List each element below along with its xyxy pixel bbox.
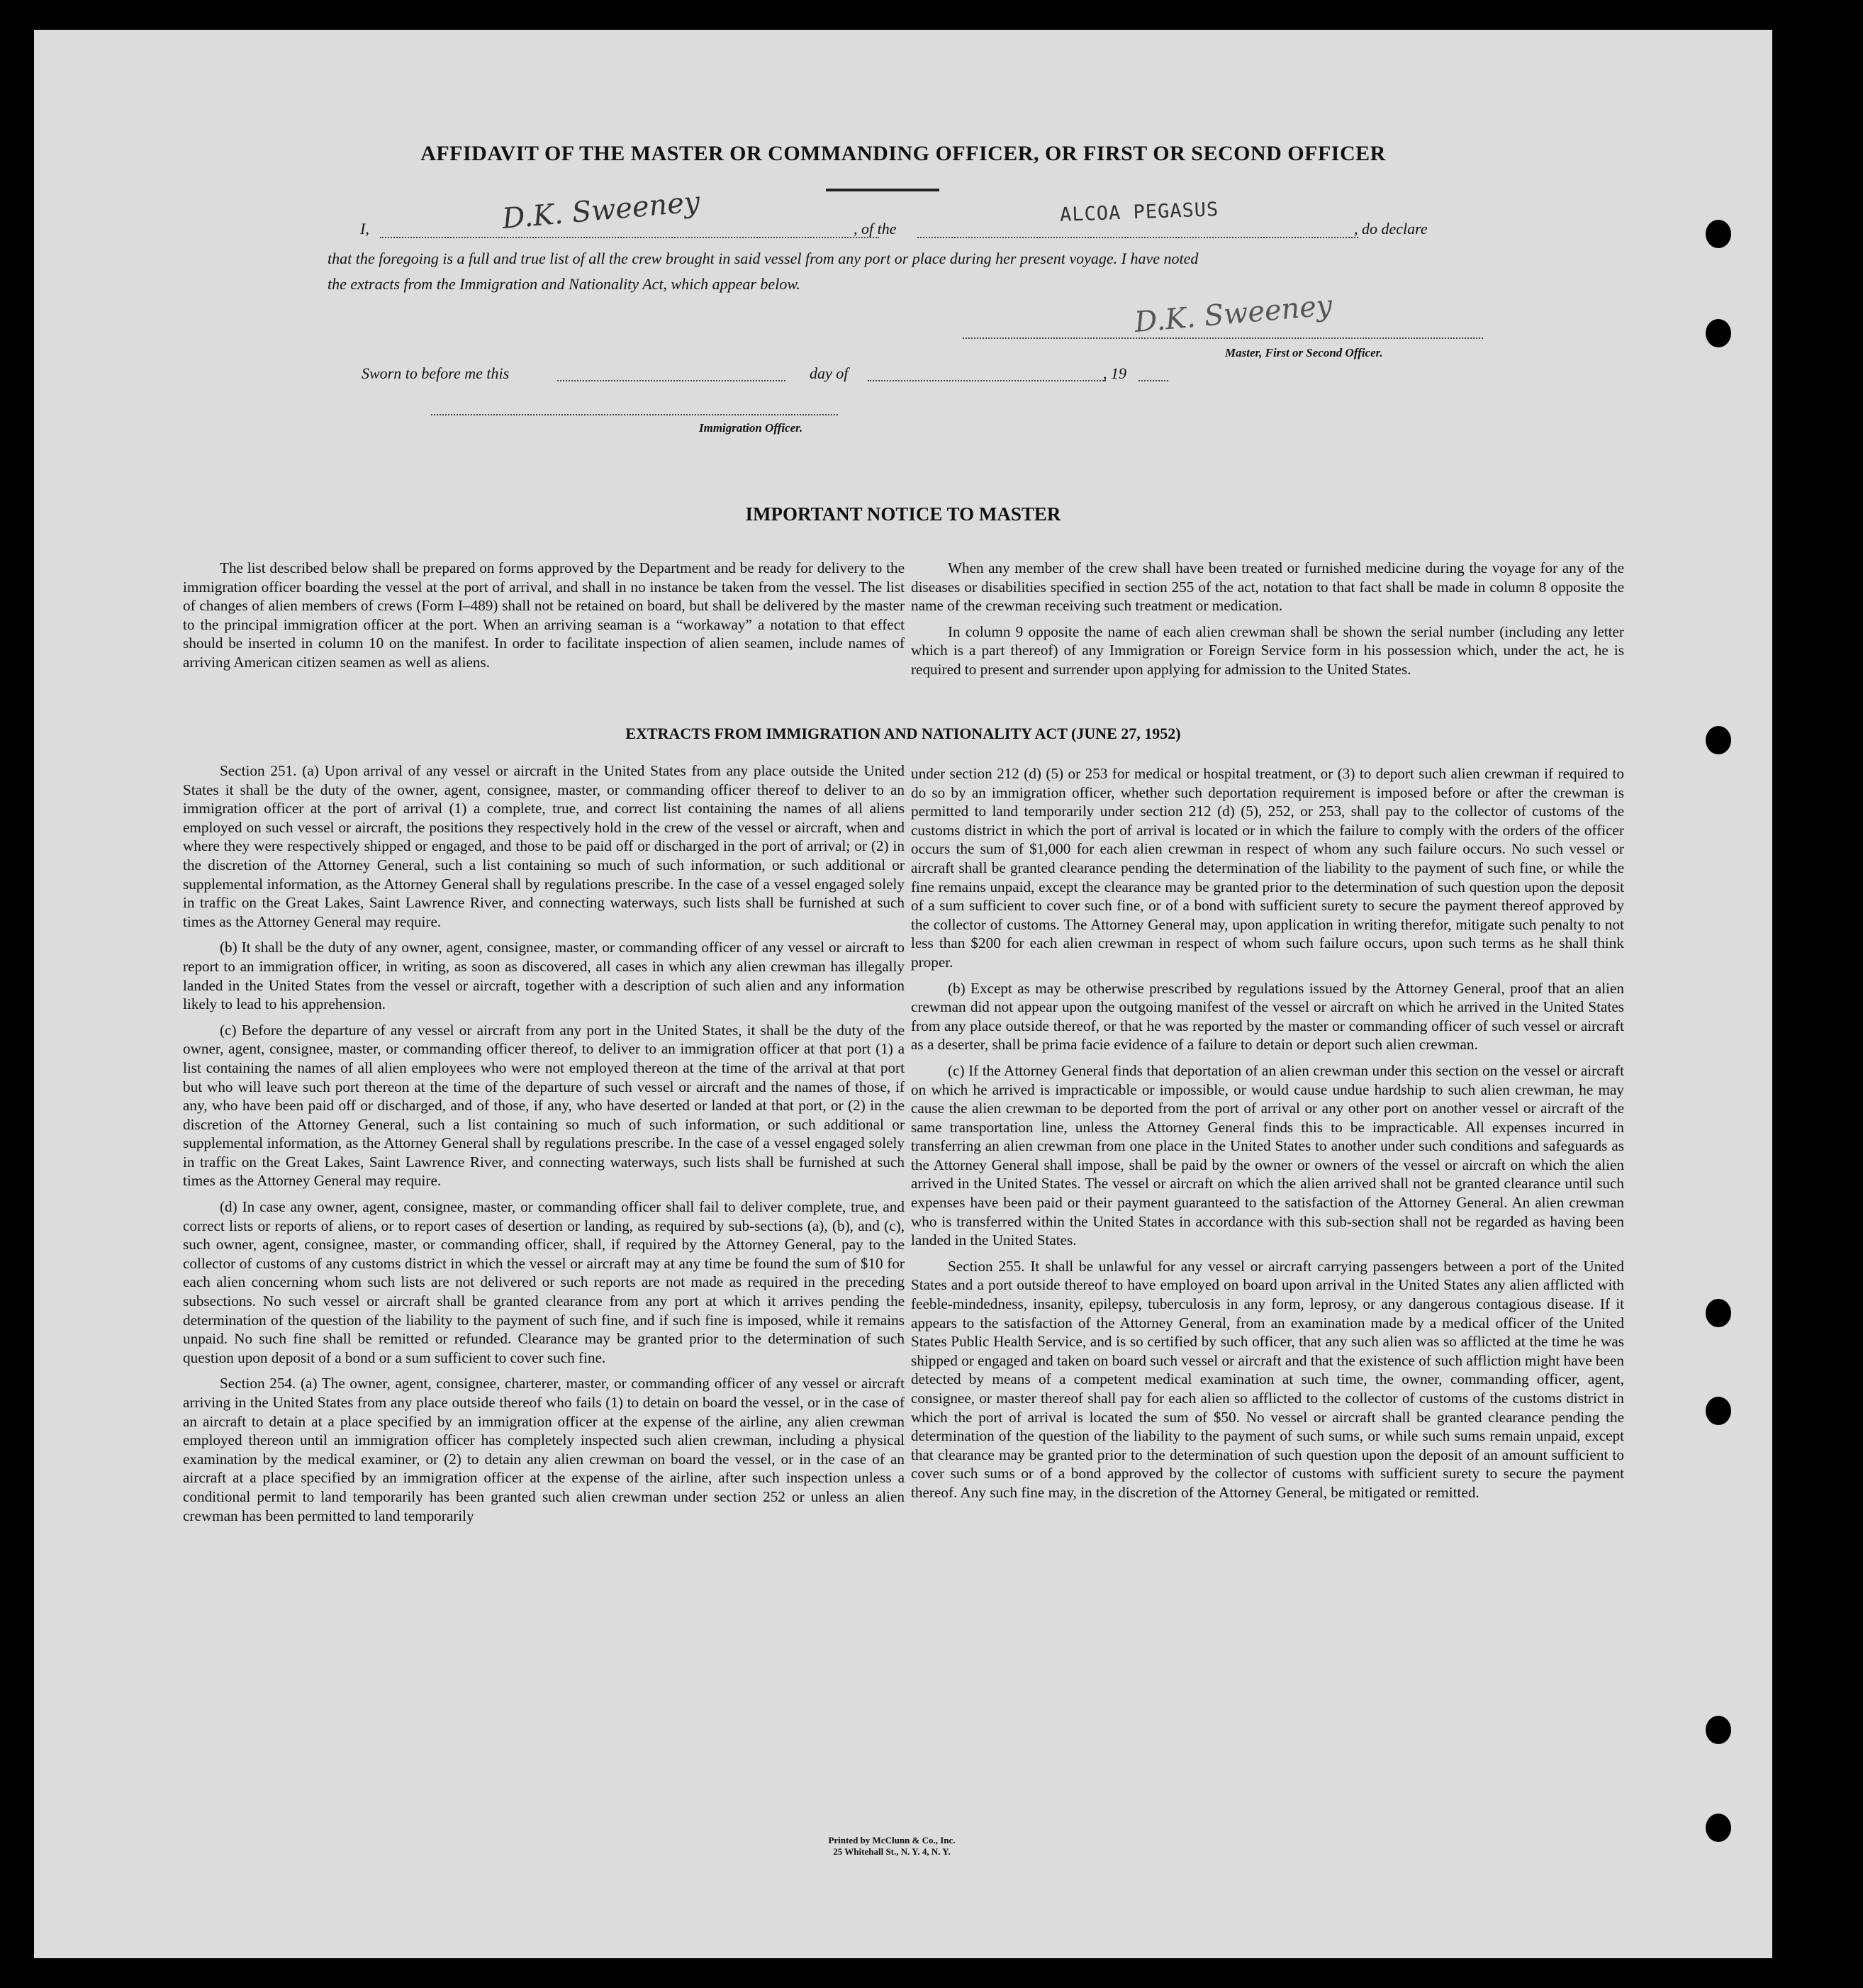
section-255: Section 255. It shall be unlawful for any vessel or aircraft carrying passengers between a port of the United States and a port outside thereof to have employed on board upon arrival in the United States any alien afflicted with feeble-mindedness, insanity, epilepsy, tuberculosis in any form, leprosy, or any dangerous contagious disease. If it appears to the satisfaction of the Attorney General, from an examination made by a medical officer of the United States Public Health Service, and is so certified by such officer, that any such alien was so afflicted at the time he was shipped or engaged and taken on board such vessel or aircraft and that the existence of such affliction might have been detected by means of a competent medical examination at such time, the owner, commanding officer, agent, consignee, or master thereof shall pay for each alien so afflicted to the collector of customs of the customs district in which the port of arrival is located the sum of $50. No vessel or aircraft shall be granted clearance pending the determination of the question of the liability to the payment of such sums, or while such sums remain unpaid, except that clearance may be granted prior to the determination of such question upon the deposit of an amount sufficient to cover such sums or of a bond approved by the collector of customs with sufficient surety to secure the payment thereof. Any such fine may, in the discretion of the Attorney General, be mitigated or remitted. [911, 1257, 1624, 1501]
section-254-c: (c) If the Attorney General finds that deportation of an alien crewman under this section on the vessel or aircraft on which he arrived is impracticable or impossible, or would cause undue hardship to such alien crewman, he may cause the alien crewman to be deported from the port of arrival or any other port on another vessel or aircraft of the same transportation line, unless the Attorney General finds this to be impracticable. All expenses incurred in transferring an alien crewman from one place in the United States to another under such conditions and safeguards as the Attorney General shall impose, shall be paid by the owner or owners of the vessel or aircraft on which the alien arrived in the United States. The vessel or aircraft on which the alien arrived shall not be granted clearance until such expenses have been paid or their payment guaranteed to the satisfaction of the Attorney General. An alien crewman who is transferred within the United States in accordance with this sub-section shall not be regarded as having been landed in the United States. [911, 1061, 1624, 1249]
notice-right-paragraph-2: In column 9 opposite the name of each alien crewman shall be shown the serial number (including any letter which is a part thereof) of any Immigration or Foreign Service form in his possession which, under the act, he is required to present and surrender upon applying for admission to the United States. [911, 622, 1624, 678]
master-signature: D.K. Sweeney [1133, 289, 1334, 340]
section-254-a: Section 254. (a) The owner, agent, consignee, charterer, master, or commanding officer of any vessel or aircraft arriving in the United States from any place outside thereof who fails (1) to detain on board the vessel, or in the case of an aircraft to detain at a place specified by an immigration officer at the expense of the airline, any alien crewman employed thereon until an immigration officer has completely inspected such alien crewman, including a physical examination by the medical examiner, or (2) to detain any alien crewman on board the vessel, or in the case of an aircraft at a place specified by an immigration officer at the expense of the airline, after such inspection unless a conditional permit to land temporarily has been granted such alien crewman under section 252 or unless an alien crewman has been permitted to land temporarily [183, 1375, 905, 1524]
punch-hole [1706, 1716, 1731, 1744]
form-page [34, 30, 1772, 1958]
section-251-b: (b) It shall be the duty of any owner, agent, consignee, master, or commanding officer of any vessel or aircraft to report to an immigration officer, in writing, as soon as discovered, all cases in which any alien crewman has illegally landed in the United States from the vessel or aircraft, together with a description of such alien and any information likely to lead to his apprehension. [183, 939, 905, 1013]
notice-left-paragraph: The list described below shall be prepared on forms approved by the Department and be ready for delivery to the immigration officer boarding the vessel at the port of arrival, and shall in no instance be taken from the vessel. The list of changes of alien members of crews (Form I–489) shall not be retained on board, but shall be delivered by the master to the principal immigration officer at the port. When an arriving seaman is a “workaway” a notation to that effect should be inserted in column 10 on the manifest. In order to facilitate inspection of alien seamen, include names of arriving American citizen seamen as well as aliens. [183, 559, 905, 671]
sworn-day-line [557, 380, 785, 381]
affidavit-title: AFFIDAVIT OF THE MASTER OR COMMANDING OFFICER, OR FIRST OR SECOND OFFICER [420, 142, 1386, 165]
day-of-label: day of [810, 364, 849, 382]
section-251-a: Section 251. (a) Upon arrival of any vessel or aircraft in the United States from any place outside the United States it shall be the duty of the owner, agent, consignee, master, or commanding officer thereof to deliver to an immigration officer at the port of arrival (1) a complete, true, and correct list containing the names of all aliens employed on such vessel or aircraft, the positions they respectively hold in the crew of the vessel or aircraft, when and where they were respectively shipped or engaged, and those to be paid off or discharged in the port of arrival; or (2) in the discretion of the Attorney General, such a list containing so much of such information, or such additional or supplemental information, as the Attorney General shall by regulations prescribe. In the case of a vessel engaged solely in traffic on the Great Lakes, Saint Lawrence River, and connecting waterways, such lists shall be furnished at such times as the Attorney General may require. [183, 762, 905, 930]
extracts-left-column [183, 761, 905, 1532]
title-rule [826, 189, 939, 191]
declaration-text-1: that the foregoing is a full and true list of all the crew brought in said vessel from any port or place during her present voyage. I have noted [328, 250, 1199, 267]
sworn-month-line [868, 380, 1106, 381]
immigration-officer-line [431, 414, 838, 415]
printer-line-2: 25 Whitehall St., N. Y. 4, N. Y. [833, 1846, 951, 1857]
vessel-name: ALCOA PEGASUS [1059, 199, 1219, 226]
notice-heading: IMPORTANT NOTICE TO MASTER [745, 503, 1061, 525]
sworn-year-line [1138, 380, 1168, 381]
master-signature-line [963, 337, 1483, 339]
notice-left-column [183, 559, 905, 679]
of-the-label: , of the [854, 220, 897, 238]
do-declare-label: , do declare [1354, 220, 1428, 238]
printer-imprint [743, 1835, 1041, 1858]
punch-hole [1706, 1397, 1731, 1425]
punch-hole [1706, 1814, 1731, 1842]
master-signature-caption: Master, First or Second Officer. [1225, 346, 1383, 359]
name-dotted-line [380, 237, 879, 238]
printer-line-1: Printed by McClunn & Co., Inc. [828, 1835, 956, 1845]
punch-hole [1706, 319, 1731, 347]
notice-right-paragraph-1: When any member of the crew shall have been treated or furnished medicine during the voyage for any of the diseases or disabilities specified in section 255 of the act, notation to that fact shall be made in column 8 opposite the name of the crewman receiving such treatment or medication. [911, 559, 1624, 615]
i-label: I, [360, 220, 369, 238]
handwritten-signature-name: D.K. Sweeney [500, 185, 702, 236]
punch-hole [1706, 1299, 1731, 1327]
section-254-b: (b) Except as may be otherwise prescribed by regulations issued by the Attorney General, proof that an alien crewman did not appear upon the outgoing manifest of the vessel or aircraft on which he arrived in the United States from any place outside thereof, or that he was reported by the master or commanding officer of such vessel or aircraft as a deserter, shall be prima facie evidence of a failure to detain or deport such alien crewman. [911, 979, 1624, 1054]
punch-hole [1706, 726, 1731, 754]
declaration-text-2: the extracts from the Immigration and Nationality Act, which appear below. [328, 275, 800, 293]
section-251-c: (c) Before the departure of any vessel or aircraft from any port in the United States, it shall be the duty of the owner, agent, consignee, master, or commanding officer thereof, to deliver to an immigration officer at that port (1) a list containing the names of all alien employees who were not employed thereon at the time of the arrival at that port but who will leave such port thereon at the time of the departure of such vessel or aircraft and the names of those, if any, who have been paid off or discharged, and of those, if any, who have deserted or landed at that port, or (2) in the discretion of the Attorney General, such a list containing so much of such information, or such additional or supplemental information, as the Attorney General shall by regulations prescribe. In the case of a vessel engaged solely in traffic on the Great Lakes, Saint Lawrence River, and connecting waterways, such lists shall be furnished at such times as the Attorney General may require. [183, 1021, 905, 1190]
notice-right-column [911, 559, 1624, 686]
extracts-right-column [911, 764, 1624, 1509]
immigration-officer-caption: Immigration Officer. [699, 421, 803, 435]
year-label: , 19 [1103, 364, 1126, 382]
sworn-label: Sworn to before me this [362, 364, 510, 382]
vessel-dotted-line [917, 237, 1358, 238]
section-254-a-continued: under section 212 (d) (5) or 253 for medical or hospital treatment, or (3) to deport such alien crewman if required to do so by an immigration officer, whether such deportation requirement is imposed before or after the crewman is permitted to land temporarily under section 212 (d) (5), 252, or 253, shall pay to the collector of customs of the customs district in which the port of arrival is located or in which the failure to comply with the orders of the officer occurs the sum of $1,000 for each alien crewman in respect of whom any such failure occurs. No such vessel or aircraft shall be granted clearance pending the determination of the liability to the payment of such fine, or while the fine remains unpaid, except the clearance may be granted prior to the determination of such question upon the deposit of a sum sufficient to cover such fine, or of a bond with sufficient surety to secure the payment thereof approved by the collector of customs. The Attorney General may, upon application in writing therefor, mitigate such penalty to not less than $200 for each alien crewman in respect of whom such failure occurs, upon such terms as he shall think proper. [911, 765, 1624, 971]
punch-hole [1706, 220, 1731, 248]
extracts-heading: EXTRACTS FROM IMMIGRATION AND NATIONALITY ACT (JUNE 27, 1952) [625, 725, 1181, 742]
section-251-d: (d) In case any owner, agent, consignee, master, or commanding officer shall fail to deliver complete, true, and correct lists or reports of aliens, or to report cases of desertion or landing, as required by sub-sections (a), (b), and (c), such owner, agent, consignee, master, or commanding officer, shall, if required by the Attorney General, pay to the collector of customs of any customs district in which the vessel or aircraft may at any time be found the sum of $10 for each alien concerning whom such lists are not delivered or such reports are not made as required in the preceding subsections. No such vessel or aircraft shall be granted clearance from any port at which it arrives pending the determination of the question of the liability to the payment of such fine, and if such fine is imposed, while it remains unpaid. No such fine shall be remitted or refunded. Clearance may be granted prior to the determination of such question upon deposit of a bond or a sum sufficient to cover such fine. [183, 1198, 905, 1366]
